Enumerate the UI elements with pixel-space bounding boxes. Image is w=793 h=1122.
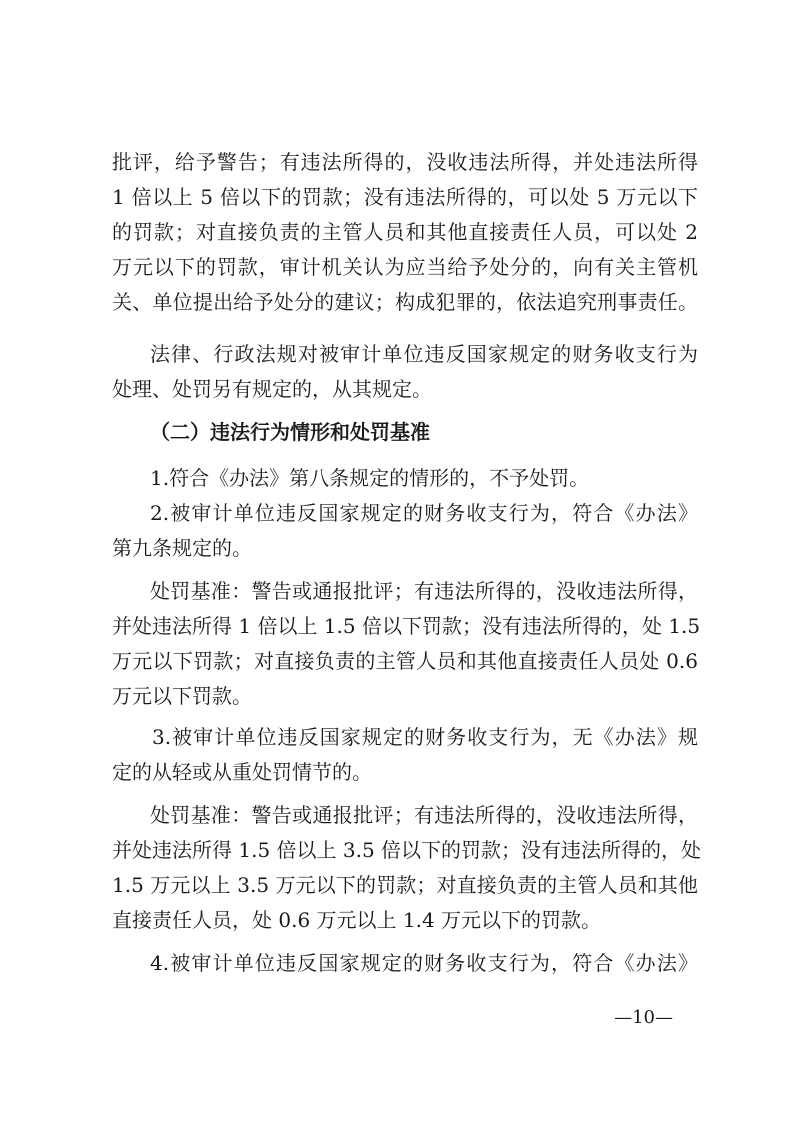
penalty-basis-2-line-1: 处罚基准：警告或通报批评；有违法所得的，没收违法所得， — [150, 803, 698, 827]
penalty-basis-2-line-4: 直接责任人员，处 0.6 万元以上 1.4 万元以下的罚款。 — [112, 908, 602, 932]
penalty-basis-2-line-2: 并处违法所得 1.5 倍以上 3.5 倍以下的罚款；没有违法所得的，处 — [112, 838, 702, 862]
penalty-basis-1-line-4: 万元以下罚款。 — [112, 684, 252, 708]
item-1-line: 1.符合《办法》第八条规定的情形的，不予处罚。 — [150, 466, 590, 490]
body-line-2: 1 倍以上 5 倍以下的罚款；没有违法所得的，可以处 5 万元以下 — [112, 185, 698, 209]
penalty-basis-1-line-3: 万元以下罚款；对直接负责的主管人员和其他直接责任人员处 0.6 — [112, 649, 698, 673]
item-2-line-2: 第九条规定的。 — [112, 536, 252, 560]
item-3-line-2: 定的从轻或从重处罚情节的。 — [112, 760, 372, 784]
penalty-basis-2-line-3: 1.5 万元以上 3.5 万元以下的罚款；对直接负责的主管人员和其他 — [112, 873, 698, 897]
item-3-line-1: 3.被审计单位违反国家规定的财务收支行为，无《办法》规 — [152, 725, 698, 749]
penalty-basis-1-line-2: 并处违法所得 1 倍以上 1.5 倍以下罚款；没有违法所得的，处 1.5 — [112, 614, 701, 638]
item-4-line-1: 4.被审计单位违反国家规定的财务收支行为，符合《办法》 — [150, 951, 698, 975]
body-line-3: 的罚款；对直接负责的主管人员和其他直接责任人员，可以处 2 — [112, 220, 698, 244]
body-line-7: 处理、处罚另有规定的，从其规定。 — [112, 377, 432, 401]
section-heading: （二）违法行为情形和处罚基准 — [150, 420, 430, 444]
body-line-4: 万元以下的罚款，审计机关认为应当给予处分的，向有关主管机 — [112, 255, 698, 279]
penalty-basis-1-line-1: 处罚基准：警告或通报批评；有违法所得的，没收违法所得， — [150, 579, 698, 603]
body-line-1: 批评，给予警告；有违法所得的，没收违法所得，并处违法所得 — [112, 150, 698, 174]
body-line-6: 法律、行政法规对被审计单位违反国家规定的财务收支行为 — [150, 342, 698, 366]
body-line-5: 关、单位提出给予处分的建议；构成犯罪的，依法追究刑事责任。 — [112, 290, 698, 314]
page-number: —10— — [614, 1007, 673, 1028]
item-2-line-1: 2.被审计单位违反国家规定的财务收支行为，符合《办法》 — [150, 501, 698, 525]
